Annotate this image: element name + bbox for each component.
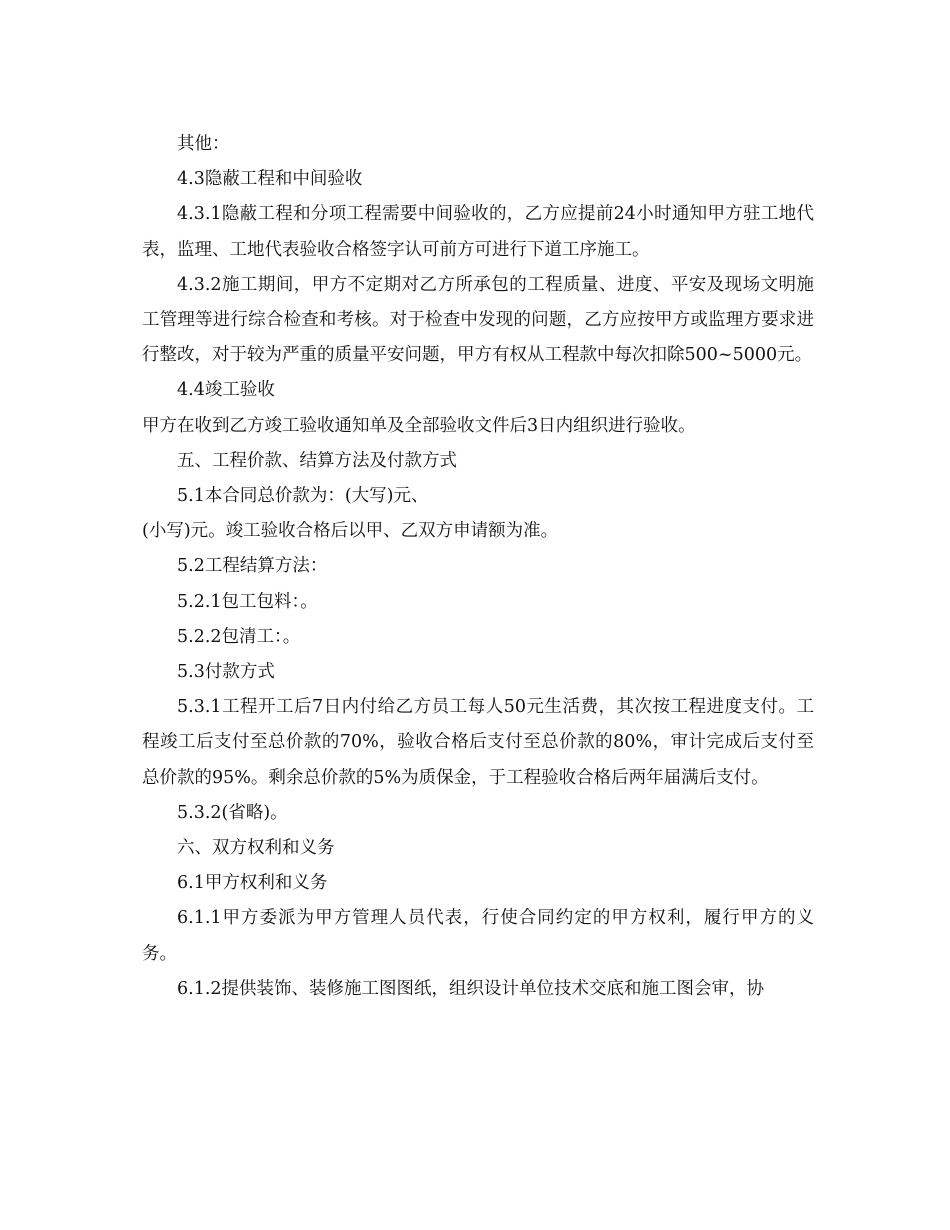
chapter-heading-5: 五、工程价款、结算方法及付款方式 [177,450,457,471]
clause-5-3-1: 5.3.1工程开工后7日内付给乙方员工每人50元生活费，其次按工程进度支付。工程竣工后支付至总价款的70%，验收合格后支付至总价款的80%，审计完成后支付至总价款的95%。剩余总价款的5%为质保金，于工程验收合格后两年届满后支付。 [142,697,814,788]
clause-5-1: 5.1本合同总价款为：(大写)元、 [177,486,429,507]
paragraph-other: 其他： [177,134,230,154]
clause-5-1-continued: (小写)元。竣工验收合格后以甲、乙双方申请额为准。 [142,521,559,542]
clause-5-2-1: 5.2.1包工包料：。 [177,591,318,612]
clause-5-3-2: 5.3.2(省略)。 [177,802,288,823]
section-heading-4-4: 4.4竣工验收 [177,380,275,401]
clause-6-1-1: 6.1.1甲方委派为甲方管理人员代表，行使合同约定的甲方权利，履行甲方的义务。 [142,908,814,964]
section-heading-5-2: 5.2工程结算方法： [177,556,328,577]
clause-4-4-body: 甲方在收到乙方竣工验收通知单及全部验收文件后3日内组织进行验收。 [142,415,696,436]
section-heading-5-3: 5.3付款方式 [177,662,275,683]
document-body [142,127,814,1007]
clause-5-2-2: 5.2.2包清工：。 [177,626,301,647]
chapter-heading-6: 六、双方权利和义务 [177,838,335,859]
clause-6-1-2: 6.1.2提供装饰、装修施工图图纸，组织设计单位技术交底和施工图会审，协 [177,978,765,999]
section-heading-4-3: 4.3隐蔽工程和中间验收 [177,169,363,190]
clause-4-3-1: 4.3.1隐蔽工程和分项工程需要中间验收的，乙方应提前24小时通知甲方驻工地代表，监理、工地代表验收合格签字认可前方可进行下道工序施工。 [142,204,814,260]
section-heading-6-1: 6.1甲方权利和义务 [177,873,328,894]
clause-4-3-2: 4.3.2施工期间，甲方不定期对乙方所承包的工程质量、进度、平安及现场文明施工管理等进行综合检查和考核。对于检查中发现的问题，乙方应按甲方或监理方要求进行整改，对于较为严重的质量平安问题，甲方有权从工程款中每次扣除500~5000元。 [142,274,814,366]
